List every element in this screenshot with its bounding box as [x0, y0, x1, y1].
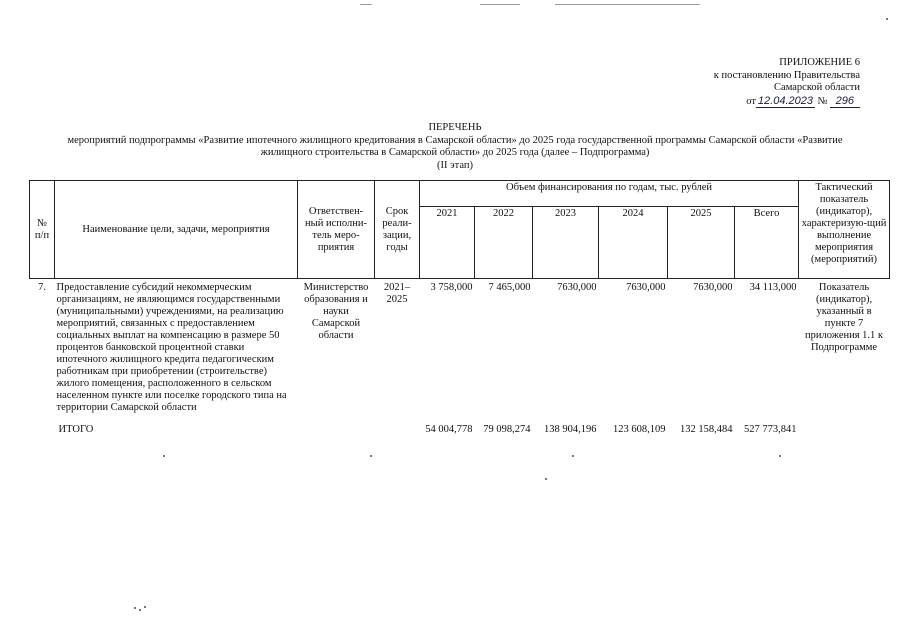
scan-speck — [370, 455, 372, 457]
table-row — [30, 279, 890, 416]
header-name: Наименование цели, задачи, мероприятия — [55, 181, 298, 279]
measures-table — [29, 180, 890, 445]
document-title — [40, 122, 870, 172]
header-total: Всего — [735, 207, 799, 279]
appendix-title: ПРИЛОЖЕНИЕ 6 — [779, 57, 860, 68]
row-num: 7. — [38, 282, 46, 293]
row-total: 34 113,000 — [749, 282, 797, 293]
scan-speck — [163, 455, 165, 457]
itogo-empty — [298, 415, 375, 445]
title-stage: (II этап) — [437, 159, 473, 171]
handwritten-number: 296 — [830, 95, 860, 109]
itogo-2021: 54 004,778 — [425, 424, 473, 435]
itogo-2023: 138 904,196 — [544, 424, 597, 435]
appendix-region: Самарской области — [774, 82, 860, 93]
row-2024: 7630,000 — [626, 282, 666, 293]
header-year-2023: 2023 — [533, 207, 599, 279]
row-executor: Министерство образования и науки Самарской области — [303, 282, 369, 341]
itogo-empty — [799, 415, 890, 445]
itogo-total: 527 773,841 — [744, 424, 797, 435]
header-year-2024: 2024 — [599, 207, 668, 279]
header-num: № п/п — [30, 181, 55, 279]
header-term: Срок реали-зации, годы — [375, 181, 420, 279]
header-year-2021: 2021 — [420, 207, 475, 279]
header-year-2025: 2025 — [668, 207, 735, 279]
date-prefix: от — [746, 95, 756, 107]
number-prefix: № — [817, 95, 828, 107]
row-2025: 7630,000 — [693, 282, 733, 293]
row-name: Предоставление субсидий некоммерческим организациям, не являющимся государственными (муниципальными) учреждениями, на реализацию мероприятий, связанных с предоставлением социальных выплат на компенсацию в размере 50 процентов банковской процентной ставки ипотечного жилищного кредита педагогическим работникам при приобретении (строительстве) жилого помещения, расположенного в сельском населенном пункте или поселке городского типа на территории Самарской области — [56, 282, 287, 413]
row-indicator: Показатель (индикатор), указанный в пункте 7 приложения 1.1 к Подпрограмме — [805, 282, 884, 353]
row-term: 2021–2025 — [383, 282, 411, 305]
itogo-empty — [375, 415, 420, 445]
header-year-2022: 2022 — [475, 207, 533, 279]
itogo-2025: 132 158,484 — [680, 424, 733, 435]
appendix-signature-line — [700, 95, 860, 109]
scan-speck — [779, 455, 781, 457]
itogo-label: ИТОГО — [58, 424, 94, 435]
header-executor: Ответствен-ный исполни-тель меро-приятия — [298, 181, 375, 279]
appendix-decree: к постановлению Правительства — [713, 69, 860, 81]
table-header-row — [30, 181, 890, 207]
header-indicator: Тактический показатель (индикатор), характеризую-щий выполнение мероприятия (мероприятий) — [799, 181, 890, 279]
scan-artifact-line — [555, 4, 700, 5]
title-line-1: мероприятий подпрограммы «Развитие ипотечного жилищного кредитования в Самарской области» до 2025 года государственной программы Самарской области «Развитие — [67, 134, 843, 146]
appendix-header — [700, 57, 860, 108]
title-heading: ПЕРЕЧЕНЬ — [428, 122, 482, 133]
row-2022: 7 465,000 — [488, 282, 531, 293]
scan-artifact-line — [360, 4, 372, 5]
scan-artifact-line — [480, 4, 520, 5]
itogo-empty — [30, 415, 55, 445]
header-funding: Объем финансирования по годам, тыс. рублей — [420, 181, 799, 207]
row-2021: 3 758,000 — [430, 282, 473, 293]
title-line-2: жилищного строительства в Самарской области» до 2025 года (далее – Подпрограмма) — [260, 147, 650, 159]
handwritten-date: 12.04.2023 — [757, 94, 813, 107]
itogo-row — [30, 415, 890, 445]
scan-speck — [545, 478, 547, 480]
scan-speck — [886, 18, 888, 20]
scan-speck — [134, 607, 136, 609]
scan-speck — [572, 455, 574, 457]
scan-speck — [144, 606, 146, 608]
scan-speck — [139, 609, 141, 611]
itogo-2024: 123 608,109 — [613, 424, 666, 435]
row-2023: 7630,000 — [557, 282, 597, 293]
itogo-2022: 79 098,274 — [483, 424, 531, 435]
